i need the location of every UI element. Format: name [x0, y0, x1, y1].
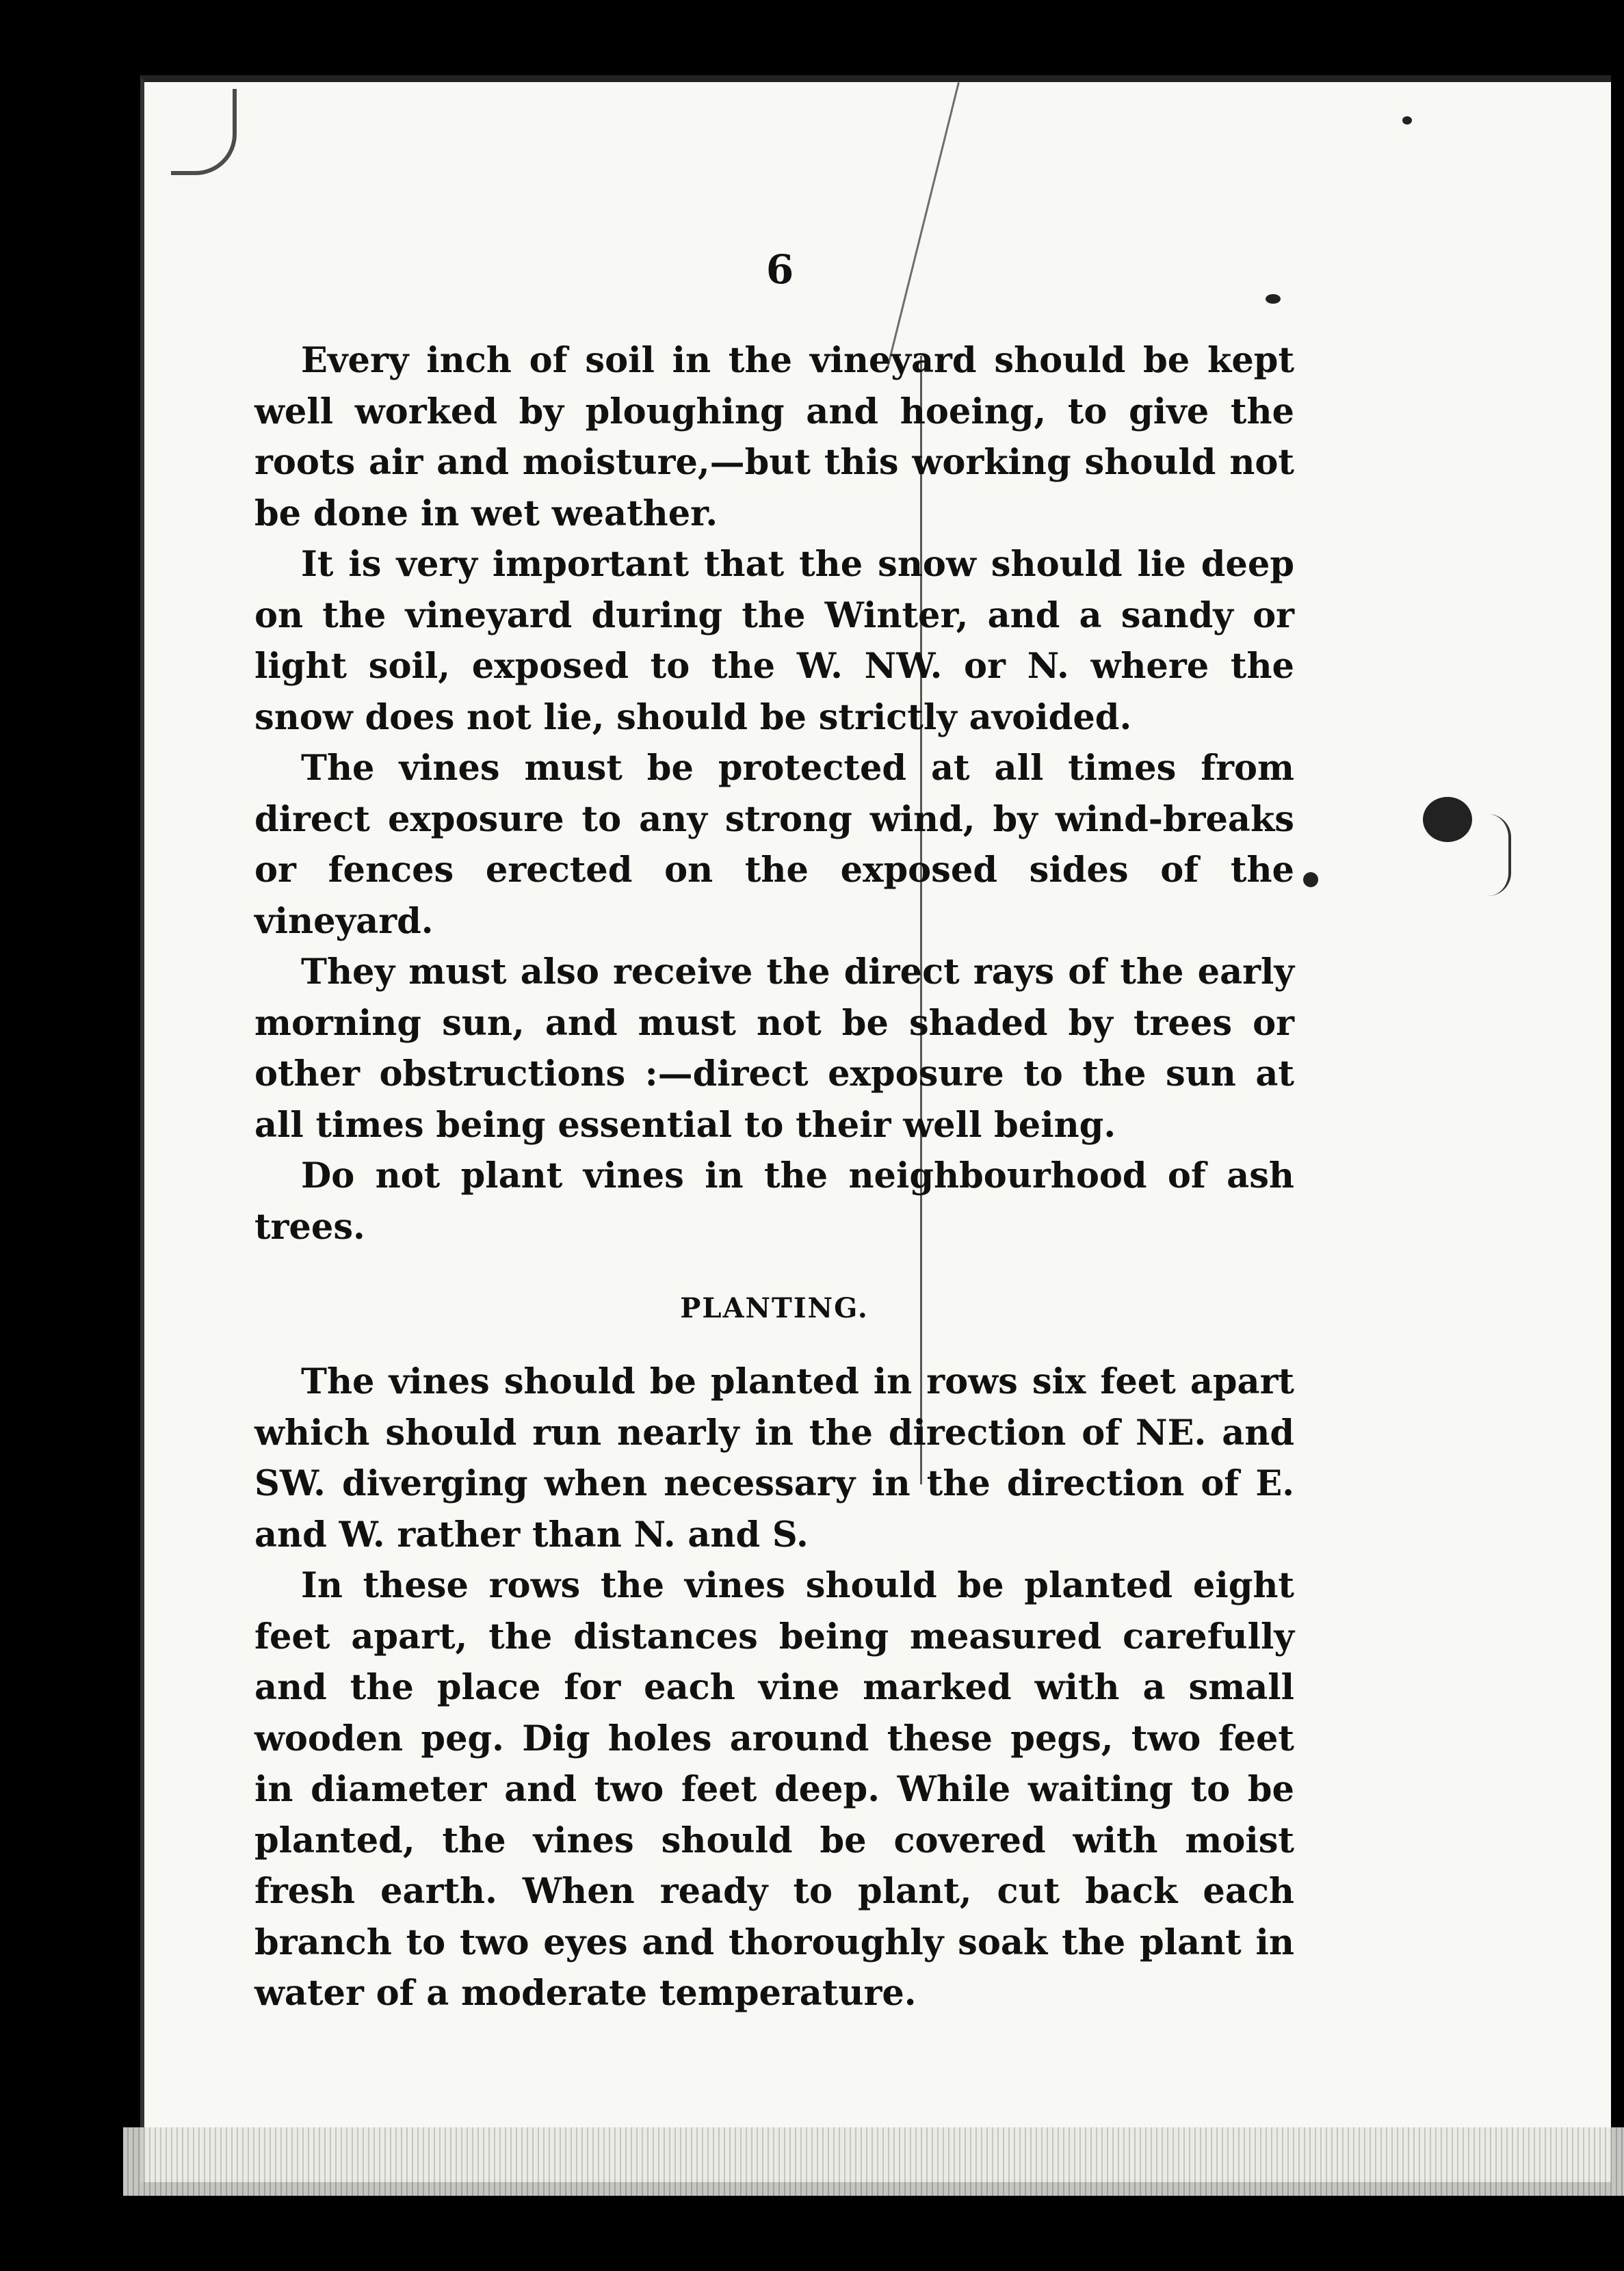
bottom-scan-edge: [123, 2127, 1624, 2196]
ink-speck: [1266, 294, 1281, 304]
paragraph: Every inch of soil in the vineyard should be kept well worked by ploughing and hoeing, to give the roots air and moisture,—but this working should not be done in wet weather.: [254, 340, 1294, 534]
ink-blot: [1423, 797, 1472, 842]
paragraph: They must also receive the direct rays of the early morning sun, and must not be shaded by trees or other obstructions :—direct exposure to the sun at all times being essential to their well being.: [254, 951, 1294, 1146]
paragraph: It is very important that the snow should lie deep on the vineyard during the Winter, and a sandy or light soil, exposed to the W. NW. or N. where the snow does not lie, should be strictly avoided.: [254, 544, 1294, 738]
paragraph: In these rows the vines should be planted eight feet apart, the distances being measured carefully and the place for each vine marked with a small wooden peg. Dig holes around these pegs, two feet in diameter and two feet deep. While waiting to be planted, the vines should be covered with moist fresh earth. When ready to plant, cut back each branch to two eyes and thoroughly soak the plant in water of a moderate temperature.: [254, 1565, 1294, 2014]
ink-speck: [1303, 872, 1318, 887]
paragraph: The vines must be protected at all times from direct exposure to any strong wind, by wind-breaks or fences erected on the exposed sides of the vineyard.: [254, 748, 1294, 942]
paragraph: Do not plant vines in the neighbourhood of ash trees.: [254, 1155, 1294, 1248]
ink-speck: [1402, 116, 1412, 124]
section-heading: PLANTING.: [680, 1292, 869, 1324]
paragraph: The vines should be planted in rows six feet apart which should run nearly in the direction of NE. and SW. diverging when necessary in the direction of E. and W. rather than N. and S.: [254, 1361, 1294, 1555]
page-number: 6: [765, 246, 794, 293]
text-body: [254, 335, 1294, 2019]
margin-scratch: [1488, 814, 1511, 896]
